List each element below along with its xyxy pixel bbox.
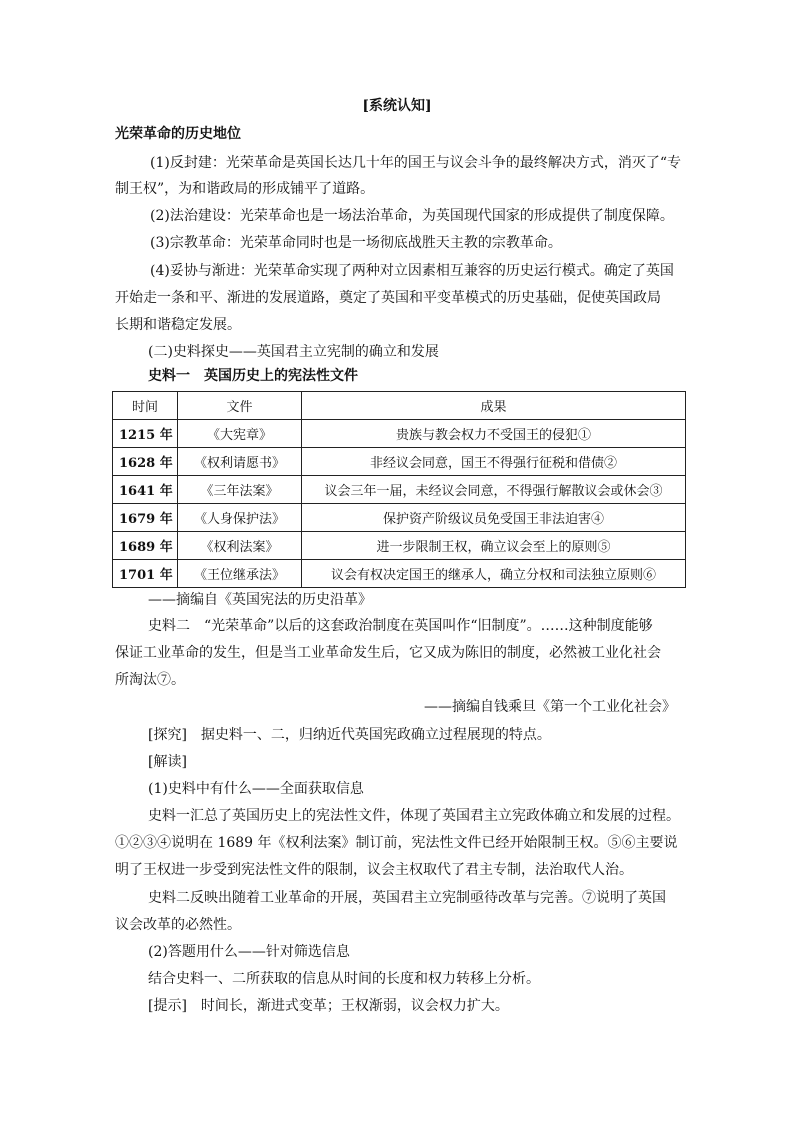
source-2-line-3: 所淘汰⑦。 bbox=[115, 672, 185, 688]
point-4-line-1: (4)妥协与渐进：光荣革命实现了两种对立因素相互兼容的历史运行模式。确定了英国 bbox=[150, 263, 674, 279]
table-row bbox=[113, 560, 686, 588]
row-year: 1641 年 bbox=[113, 476, 178, 504]
row-year: 1679 年 bbox=[113, 504, 178, 532]
point-1-line-1: (1)反封建：光荣革命是英国长达几十年的国王与议会斗争的最终解决方式，消灭了“专 bbox=[150, 155, 681, 171]
table-row bbox=[113, 532, 686, 560]
constitutional-documents-table bbox=[112, 391, 686, 588]
row-document: 《权利请愿书》 bbox=[178, 448, 302, 476]
row-outcome: 议会三年一届，未经议会同意，不得强行解散议会或休会③ bbox=[302, 476, 686, 504]
interpret-a1-line-2: ①②③④说明在 1689 年《权利法案》制订前，宪法性文件已经开始限制王权。⑤⑥主要说 bbox=[115, 835, 678, 851]
source-1-citation: ——摘编自《英国宪法的历史沿革》 bbox=[148, 592, 372, 608]
point-4-line-2: 开始走一条和平、渐进的发展道路，奠定了英国和平变革模式的历史基础，促使英国政局 bbox=[115, 290, 661, 306]
row-document: 《人身保护法》 bbox=[178, 504, 302, 532]
row-document: 《权利法案》 bbox=[178, 532, 302, 560]
table-row bbox=[113, 448, 686, 476]
source-2-line-2: 保证工业革命的发生，但是当工业革命发生后，它又成为陈旧的制度，必然被工业化社会 bbox=[115, 645, 661, 661]
topic-title: 光荣革命的历史地位 bbox=[115, 126, 241, 142]
point-1-line-2: 制王权”，为和谐政局的形成铺平了道路。 bbox=[115, 181, 375, 197]
row-outcome: 非经议会同意，国王不得强行征税和借债② bbox=[302, 448, 686, 476]
point-4-line-3: 长期和谐稳定发展。 bbox=[115, 317, 241, 333]
row-year: 1215 年 bbox=[113, 420, 178, 448]
table-header-row bbox=[113, 392, 686, 420]
source-1-title: 史料一 英国历史上的宪法性文件 bbox=[148, 368, 358, 384]
table-row bbox=[113, 504, 686, 532]
header-document: 文件 bbox=[178, 392, 302, 420]
interpret-heading: [解读] bbox=[148, 754, 187, 770]
interpret-q1-title: (1)史料中有什么——全面获取信息 bbox=[148, 781, 364, 797]
table-row bbox=[113, 420, 686, 448]
section-heading: [系统认知] bbox=[362, 98, 432, 114]
row-outcome: 议会有权决定国王的继承人，确立分权和司法独立原则⑥ bbox=[302, 560, 686, 588]
interpret-a1-line-3: 明了王权进一步受到宪法性文件的限制，议会主权取代了君主专制，法治取代人治。 bbox=[115, 862, 633, 878]
row-document: 《大宪章》 bbox=[178, 420, 302, 448]
source-2-line-1: 史料二 “光荣革命”以后的这套政治制度在英国叫作“旧制度”。……这种制度能够 bbox=[148, 618, 653, 634]
row-document: 《王位继承法》 bbox=[178, 560, 302, 588]
row-year: 1689 年 bbox=[113, 532, 178, 560]
table-row bbox=[113, 476, 686, 504]
source-2-citation: ——摘编自钱乘旦《第一个工业化社会》 bbox=[424, 699, 676, 715]
row-outcome: 贵族与教会权力不受国王的侵犯① bbox=[302, 420, 686, 448]
row-outcome: 进一步限制王权，确立议会至上的原则⑤ bbox=[302, 532, 686, 560]
interpret-a3: 结合史料一、二所获取的信息从时间的长度和权力转移上分析。 bbox=[148, 971, 540, 987]
row-document: 《三年法案》 bbox=[178, 476, 302, 504]
row-outcome: 保护资产阶级议员免受国王非法迫害④ bbox=[302, 504, 686, 532]
point-3: (3)宗教革命：光荣革命同时也是一场彻底战胜天主教的宗教革命。 bbox=[150, 235, 562, 251]
interpret-a1-line-1: 史料一汇总了英国历史上的宪法性文件，体现了英国君主立宪政体确立和发展的过程。 bbox=[148, 808, 680, 824]
header-time: 时间 bbox=[113, 392, 178, 420]
row-year: 1701 年 bbox=[113, 560, 178, 588]
subsection-heading: (二)史料探史——英国君主立宪制的确立和发展 bbox=[148, 344, 439, 360]
header-outcome: 成果 bbox=[302, 392, 686, 420]
point-2: (2)法治建设：光荣革命也是一场法治革命，为英国现代国家的形成提供了制度保障。 bbox=[150, 208, 674, 224]
interpret-a2-line-1: 史料二反映出随着工业革命的开展，英国君主立宪制亟待改革与完善。⑦说明了英国 bbox=[148, 890, 666, 906]
row-year: 1628 年 bbox=[113, 448, 178, 476]
interpret-q2-title: (2)答题用什么——针对筛选信息 bbox=[148, 944, 350, 960]
explore-question: [探究] 据史料一、二，归纳近代英国宪政确立过程展现的特点。 bbox=[148, 727, 551, 743]
interpret-a2-line-2: 议会改革的必然性。 bbox=[115, 917, 241, 933]
hint: [提示] 时间长，渐进式变革；王权渐弱，议会权力扩大。 bbox=[148, 998, 509, 1014]
